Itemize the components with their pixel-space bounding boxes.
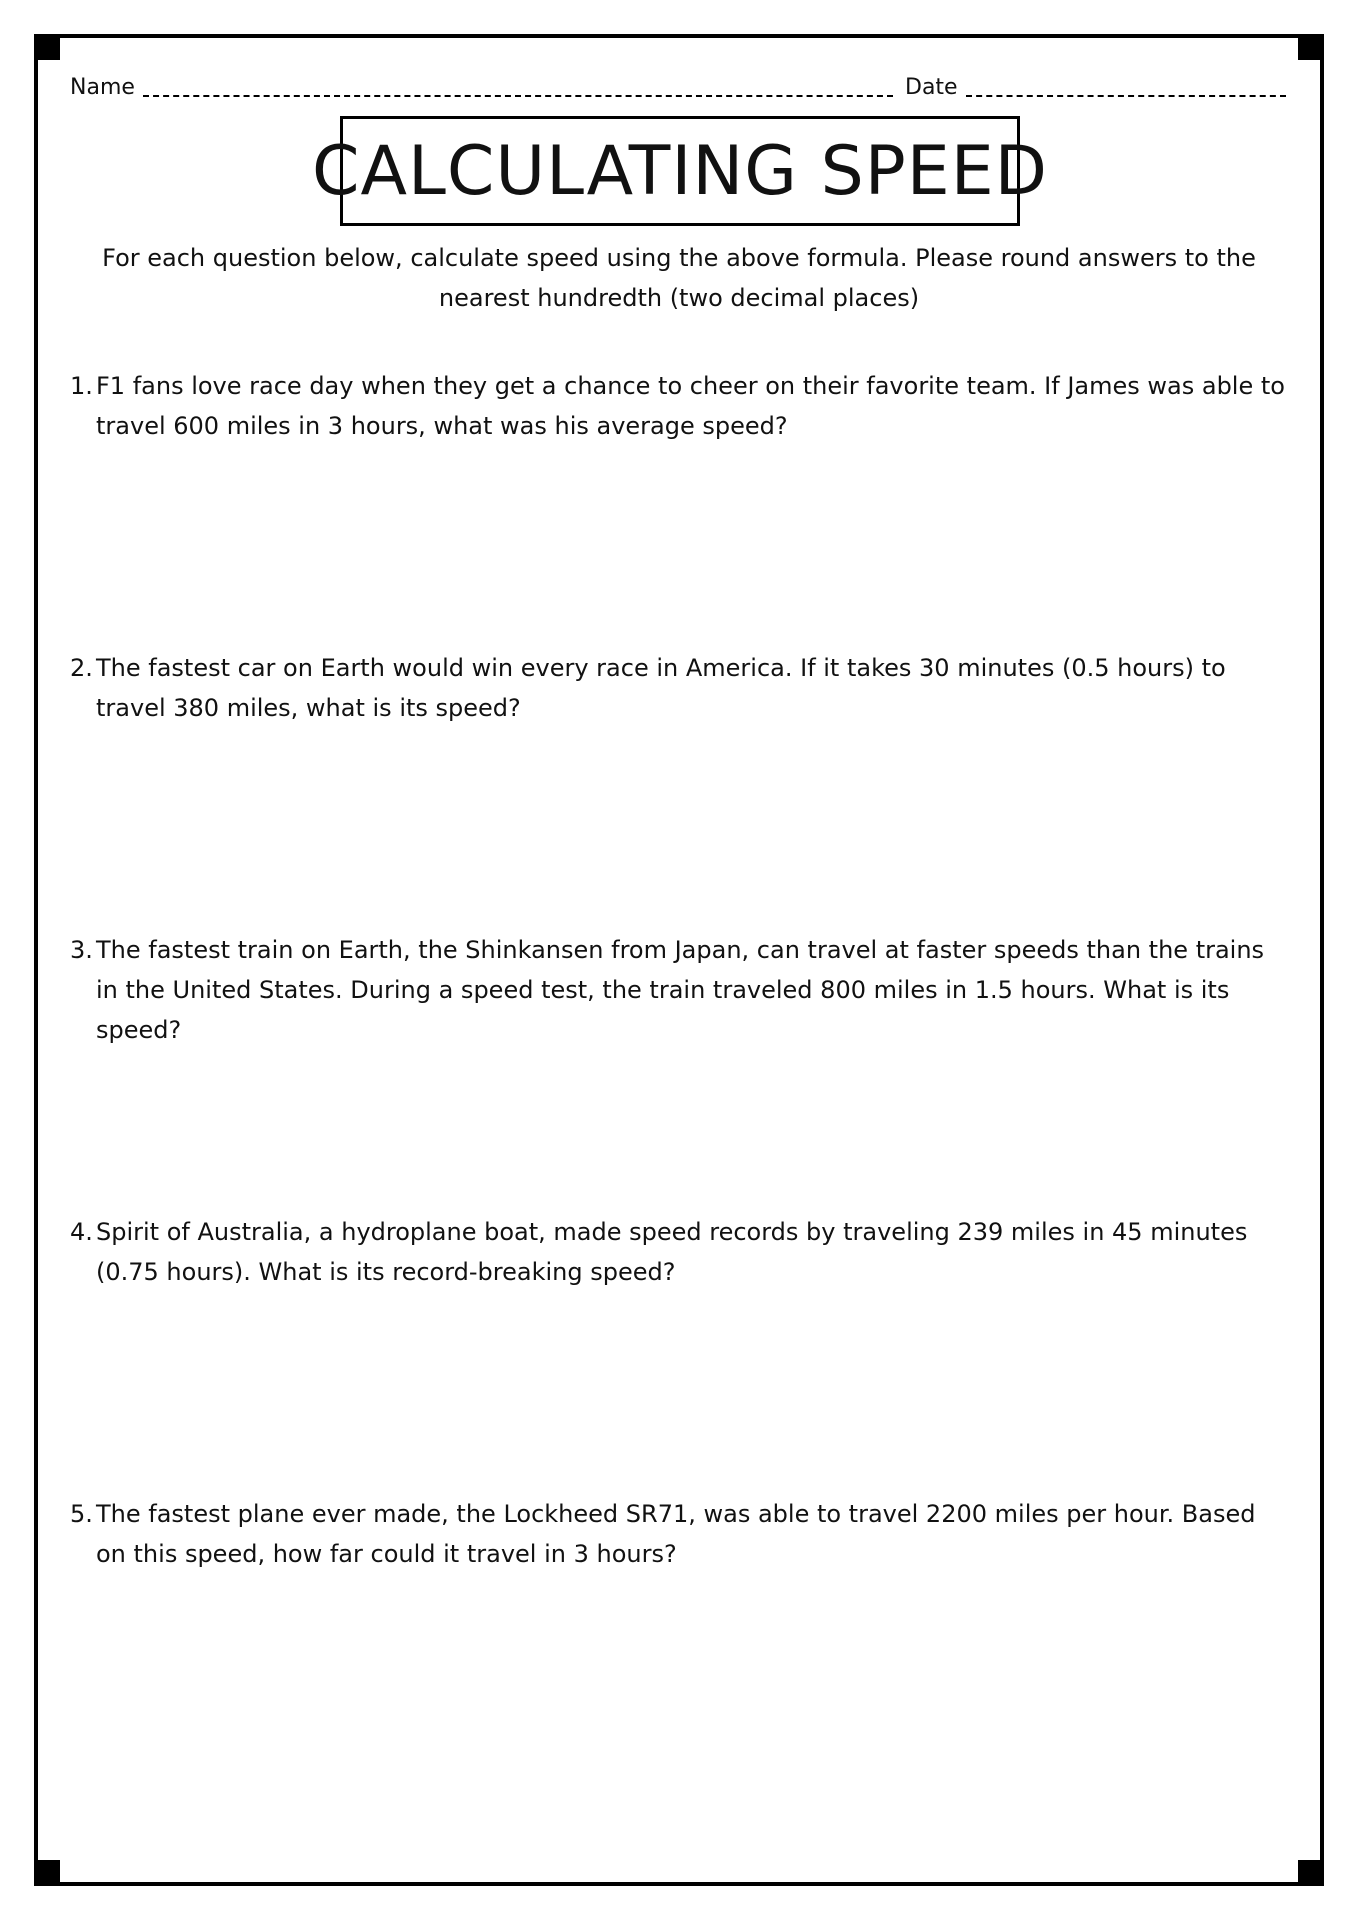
name-blank-line[interactable] — [143, 75, 893, 97]
corner-mark-bottom-left — [34, 1860, 60, 1886]
question-text: The fastest car on Earth would win every race in America. If it takes 30 minutes (0.5 hours) to travel 380 miles, what is its speed? — [96, 654, 1226, 722]
question-number: 2. — [70, 654, 93, 682]
title-box — [311, 116, 1049, 226]
name-label: Name — [70, 75, 135, 100]
date-field — [905, 68, 1286, 100]
header-fields — [70, 68, 1290, 104]
question-2 — [70, 648, 1290, 728]
question-5 — [70, 1494, 1290, 1574]
name-field — [70, 68, 893, 100]
page-title: CALCULATING SPEED — [311, 131, 1049, 211]
question-text: F1 fans love race day when they get a chance to cheer on their favorite team. If James was able to travel 600 miles in 3 hours, what was his average speed? — [96, 372, 1285, 440]
question-3 — [70, 930, 1290, 1050]
date-label: Date — [905, 75, 958, 100]
question-1 — [70, 366, 1290, 446]
date-blank-line[interactable] — [966, 75, 1286, 97]
question-number: 4. — [70, 1218, 93, 1246]
question-number: 3. — [70, 936, 93, 964]
question-text: The fastest plane ever made, the Lockheed SR71, was able to travel 2200 miles per hour. Based on this speed, how far could it travel in 3 hours? — [96, 1500, 1256, 1568]
question-number: 5. — [70, 1500, 93, 1528]
question-4 — [70, 1212, 1290, 1292]
question-text: The fastest train on Earth, the Shinkansen from Japan, can travel at faster speeds than the trains in the United States. During a speed test, the train traveled 800 miles in 1.5 hours. What is its speed? — [96, 936, 1265, 1044]
corner-mark-bottom-right — [1298, 1860, 1324, 1886]
corner-mark-top-right — [1298, 34, 1324, 60]
question-number: 1. — [70, 372, 93, 400]
instructions: For each question below, calculate speed using the above formula. Please round answers to the nearest hundredth (two decimal places) — [102, 244, 1256, 312]
question-text: Spirit of Australia, a hydroplane boat, made speed records by traveling 239 miles in 45 minutes (0.75 hours). What is its record-breaking speed? — [96, 1218, 1248, 1286]
corner-mark-top-left — [34, 34, 60, 60]
